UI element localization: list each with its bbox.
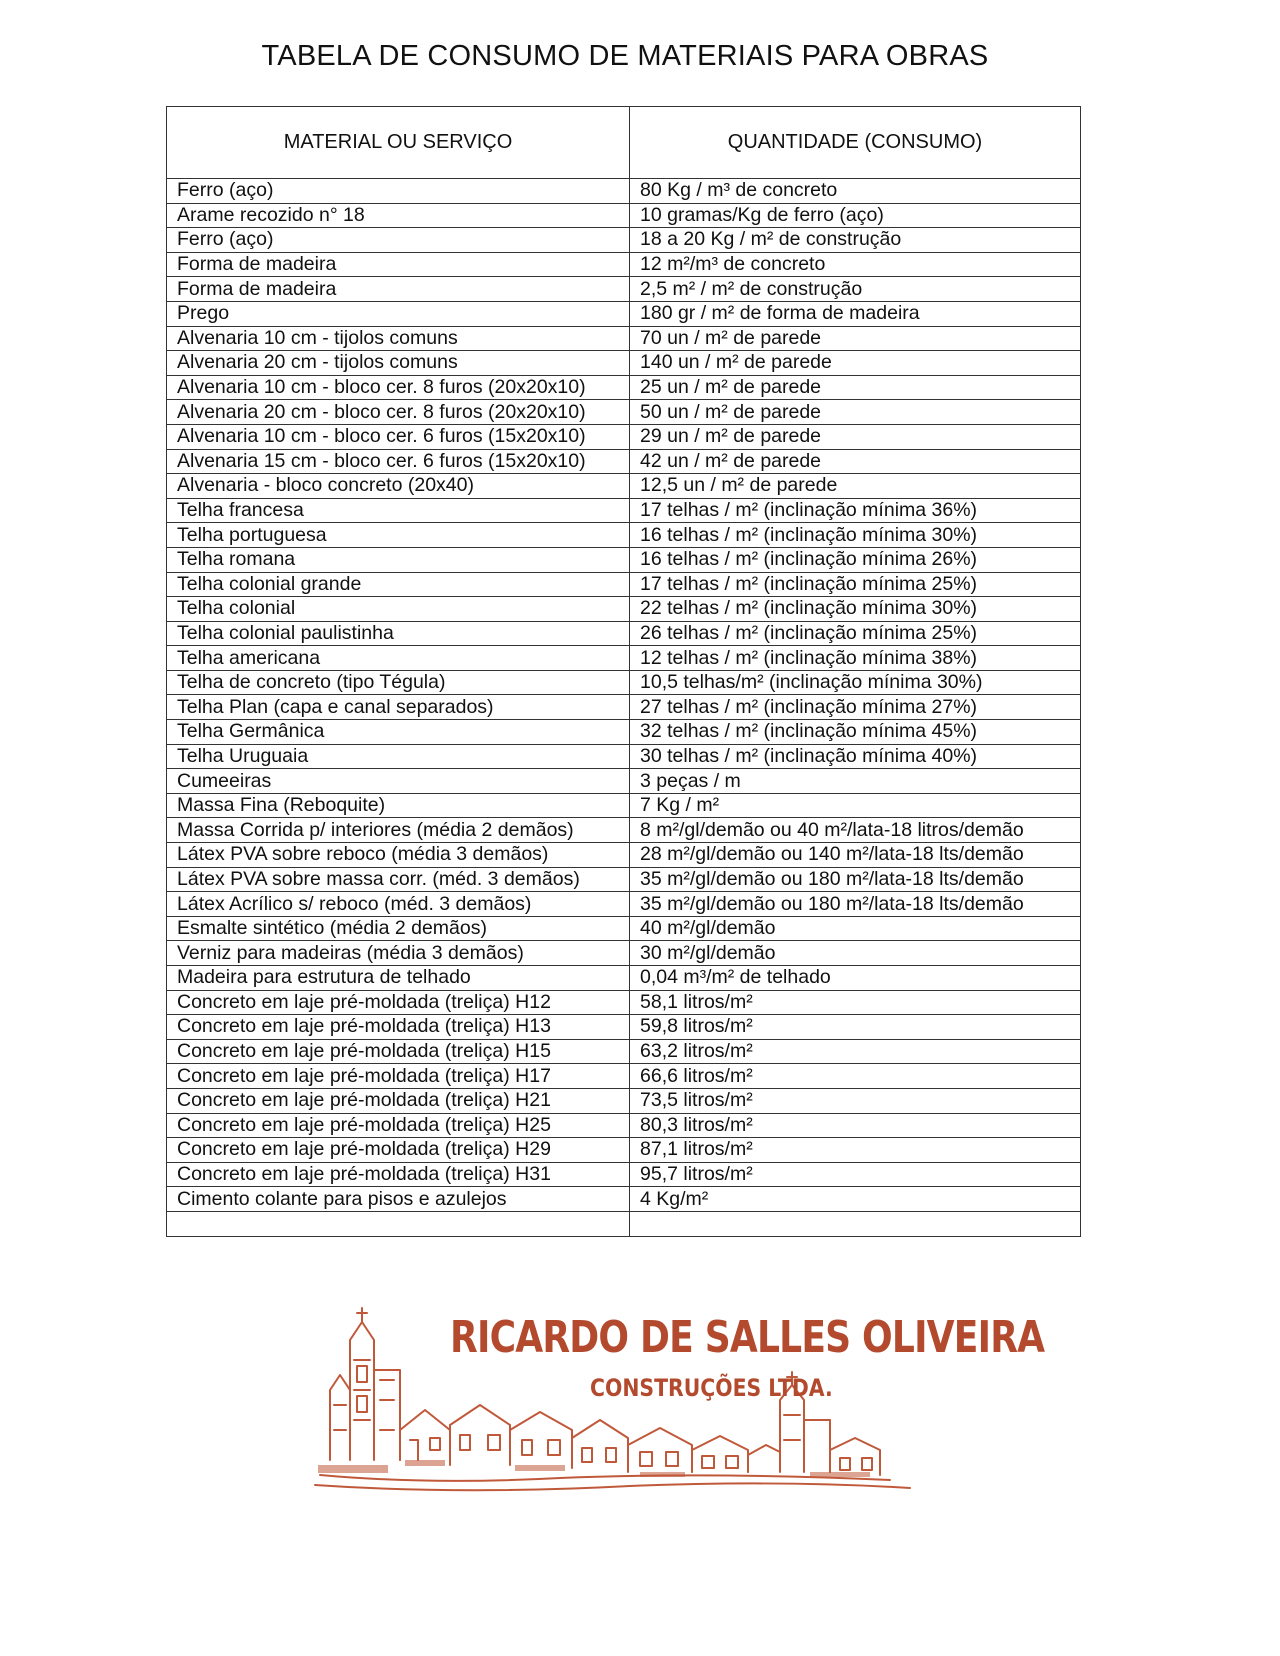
quantity-cell: 16 telhas / m² (inclinação mínima 30%) [630, 523, 1081, 548]
table-row [167, 203, 1081, 228]
table-row [167, 179, 1081, 204]
table-row [167, 326, 1081, 351]
table-row [167, 966, 1081, 991]
table-row [167, 597, 1081, 622]
table-row [167, 646, 1081, 671]
quantity-cell: 10 gramas/Kg de ferro (aço) [630, 203, 1081, 228]
quantity-cell: 35 m²/gl/demão ou 180 m²/lata-18 lts/demão [630, 892, 1081, 917]
table-row [167, 474, 1081, 499]
quantity-cell: 95,7 litros/m² [630, 1162, 1081, 1187]
table-row [167, 523, 1081, 548]
quantity-cell: 26 telhas / m² (inclinação mínima 25%) [630, 621, 1081, 646]
table-row [167, 498, 1081, 523]
table-row [167, 1187, 1081, 1212]
page-title: TABELA DE CONSUMO DE MATERIAIS PARA OBRAS [261, 40, 989, 72]
material-cell: Telha americana [167, 646, 630, 671]
material-cell: Telha Uruguaia [167, 744, 630, 769]
material-cell: Concreto em laje pré-moldada (treliça) H17 [167, 1064, 630, 1089]
material-cell: Telha Plan (capa e canal separados) [167, 695, 630, 720]
table-row [167, 1211, 1081, 1236]
quantity-cell: 10,5 telhas/m² (inclinação mínima 30%) [630, 670, 1081, 695]
material-cell: Concreto em laje pré-moldada (treliça) H21 [167, 1088, 630, 1113]
table-row [167, 375, 1081, 400]
table-body [167, 179, 1081, 1237]
quantity-cell: 28 m²/gl/demão ou 140 m²/lata-18 lts/demão [630, 843, 1081, 868]
quantity-cell: 7 Kg / m² [630, 793, 1081, 818]
table-row [167, 769, 1081, 794]
quantity-cell: 30 m²/gl/demão [630, 941, 1081, 966]
material-cell: Massa Corrida p/ interiores (média 2 demãos) [167, 818, 630, 843]
material-cell: Alvenaria 10 cm - bloco cer. 6 furos (15x20x10) [167, 424, 630, 449]
material-cell: Madeira para estrutura de telhado [167, 966, 630, 991]
table-row [167, 547, 1081, 572]
material-cell: Látex Acrílico s/ reboco (méd. 3 demãos) [167, 892, 630, 917]
table-row [167, 277, 1081, 302]
quantity-cell: 58,1 litros/m² [630, 990, 1081, 1015]
table-row [167, 1138, 1081, 1163]
quantity-cell: 32 telhas / m² (inclinação mínima 45%) [630, 720, 1081, 745]
quantity-cell: 8 m²/gl/demão ou 40 m²/lata-18 litros/demão [630, 818, 1081, 843]
material-cell: Telha portuguesa [167, 523, 630, 548]
quantity-cell: 180 gr / m² de forma de madeira [630, 301, 1081, 326]
material-cell [167, 1211, 630, 1236]
table-row [167, 818, 1081, 843]
quantity-cell: 3 peças / m [630, 769, 1081, 794]
table-row [167, 1088, 1081, 1113]
material-cell: Verniz para madeiras (média 3 demãos) [167, 941, 630, 966]
quantity-cell: 16 telhas / m² (inclinação mínima 26%) [630, 547, 1081, 572]
material-cell: Ferro (aço) [167, 179, 630, 204]
quantity-cell: 80,3 litros/m² [630, 1113, 1081, 1138]
quantity-cell: 87,1 litros/m² [630, 1138, 1081, 1163]
material-cell: Esmalte sintético (média 2 demãos) [167, 916, 630, 941]
material-cell: Ferro (aço) [167, 228, 630, 253]
table-row [167, 1015, 1081, 1040]
column-header-quantity: QUANTIDADE (CONSUMO) [630, 107, 1081, 179]
table-header-row [167, 107, 1081, 179]
logo-company-subtitle: CONSTRUÇÕES LTDA. [590, 1374, 833, 1402]
table-row [167, 1113, 1081, 1138]
quantity-cell: 50 un / m² de parede [630, 400, 1081, 425]
table-row [167, 744, 1081, 769]
table-row [167, 867, 1081, 892]
table-row [167, 1064, 1081, 1089]
table-row [167, 449, 1081, 474]
quantity-cell: 22 telhas / m² (inclinação mínima 30%) [630, 597, 1081, 622]
quantity-cell: 12 m²/m³ de concreto [630, 252, 1081, 277]
material-cell: Telha romana [167, 547, 630, 572]
logo-company-name: RICARDO DE SALLES OLIVEIRA [450, 1312, 1045, 1363]
table-row [167, 351, 1081, 376]
quantity-cell: 80 Kg / m³ de concreto [630, 179, 1081, 204]
table-row [167, 1162, 1081, 1187]
quantity-cell: 140 un / m² de parede [630, 351, 1081, 376]
company-logo [310, 1300, 1045, 1500]
table-row [167, 252, 1081, 277]
table-row [167, 621, 1081, 646]
material-cell: Arame recozido n° 18 [167, 203, 630, 228]
material-cell: Cumeeiras [167, 769, 630, 794]
material-cell: Prego [167, 301, 630, 326]
material-cell: Alvenaria 10 cm - tijolos comuns [167, 326, 630, 351]
table-row [167, 720, 1081, 745]
quantity-cell: 63,2 litros/m² [630, 1039, 1081, 1064]
quantity-cell: 29 un / m² de parede [630, 424, 1081, 449]
quantity-cell: 12,5 un / m² de parede [630, 474, 1081, 499]
material-cell: Látex PVA sobre reboco (média 3 demãos) [167, 843, 630, 868]
quantity-cell: 59,8 litros/m² [630, 1015, 1081, 1040]
table-row [167, 916, 1081, 941]
material-cell: Alvenaria 10 cm - bloco cer. 8 furos (20x20x10) [167, 375, 630, 400]
table-row [167, 1039, 1081, 1064]
material-cell: Telha colonial grande [167, 572, 630, 597]
quantity-cell: 17 telhas / m² (inclinação mínima 25%) [630, 572, 1081, 597]
table-row [167, 301, 1081, 326]
quantity-cell: 66,6 litros/m² [630, 1064, 1081, 1089]
table-row [167, 400, 1081, 425]
material-cell: Telha colonial [167, 597, 630, 622]
material-cell: Telha Germânica [167, 720, 630, 745]
quantity-cell: 0,04 m³/m² de telhado [630, 966, 1081, 991]
material-cell: Concreto em laje pré-moldada (treliça) H12 [167, 990, 630, 1015]
consumption-table [166, 106, 1081, 1237]
table-row [167, 228, 1081, 253]
quantity-cell [630, 1211, 1081, 1236]
quantity-cell: 30 telhas / m² (inclinação mínima 40%) [630, 744, 1081, 769]
table-row [167, 695, 1081, 720]
quantity-cell: 42 un / m² de parede [630, 449, 1081, 474]
material-cell: Alvenaria - bloco concreto (20x40) [167, 474, 630, 499]
material-cell: Forma de madeira [167, 277, 630, 302]
table-row [167, 990, 1081, 1015]
material-cell: Látex PVA sobre massa corr. (méd. 3 demãos) [167, 867, 630, 892]
quantity-cell: 70 un / m² de parede [630, 326, 1081, 351]
table-row [167, 572, 1081, 597]
material-cell: Cimento colante para pisos e azulejos [167, 1187, 630, 1212]
quantity-cell: 18 a 20 Kg / m² de construção [630, 228, 1081, 253]
material-cell: Alvenaria 20 cm - bloco cer. 8 furos (20x20x10) [167, 400, 630, 425]
material-cell: Concreto em laje pré-moldada (treliça) H25 [167, 1113, 630, 1138]
quantity-cell: 2,5 m² / m² de construção [630, 277, 1081, 302]
material-cell: Telha colonial paulistinha [167, 621, 630, 646]
material-cell: Telha francesa [167, 498, 630, 523]
material-cell: Forma de madeira [167, 252, 630, 277]
table-row [167, 941, 1081, 966]
table-row [167, 843, 1081, 868]
quantity-cell: 73,5 litros/m² [630, 1088, 1081, 1113]
table-row [167, 793, 1081, 818]
material-cell: Alvenaria 20 cm - tijolos comuns [167, 351, 630, 376]
material-cell: Concreto em laje pré-moldada (treliça) H29 [167, 1138, 630, 1163]
quantity-cell: 17 telhas / m² (inclinação mínima 36%) [630, 498, 1081, 523]
table-row [167, 892, 1081, 917]
quantity-cell: 35 m²/gl/demão ou 180 m²/lata-18 lts/demão [630, 867, 1081, 892]
table-row [167, 670, 1081, 695]
quantity-cell: 25 un / m² de parede [630, 375, 1081, 400]
material-cell: Telha de concreto (tipo Tégula) [167, 670, 630, 695]
material-cell: Concreto em laje pré-moldada (treliça) H13 [167, 1015, 630, 1040]
quantity-cell: 12 telhas / m² (inclinação mínima 38%) [630, 646, 1081, 671]
column-header-material: MATERIAL OU SERVIÇO [167, 107, 630, 179]
quantity-cell: 27 telhas / m² (inclinação mínima 27%) [630, 695, 1081, 720]
material-cell: Concreto em laje pré-moldada (treliça) H15 [167, 1039, 630, 1064]
table-row [167, 424, 1081, 449]
material-cell: Massa Fina (Reboquite) [167, 793, 630, 818]
material-cell: Alvenaria 15 cm - bloco cer. 6 furos (15x20x10) [167, 449, 630, 474]
quantity-cell: 40 m²/gl/demão [630, 916, 1081, 941]
material-cell: Concreto em laje pré-moldada (treliça) H31 [167, 1162, 630, 1187]
quantity-cell: 4 Kg/m² [630, 1187, 1081, 1212]
